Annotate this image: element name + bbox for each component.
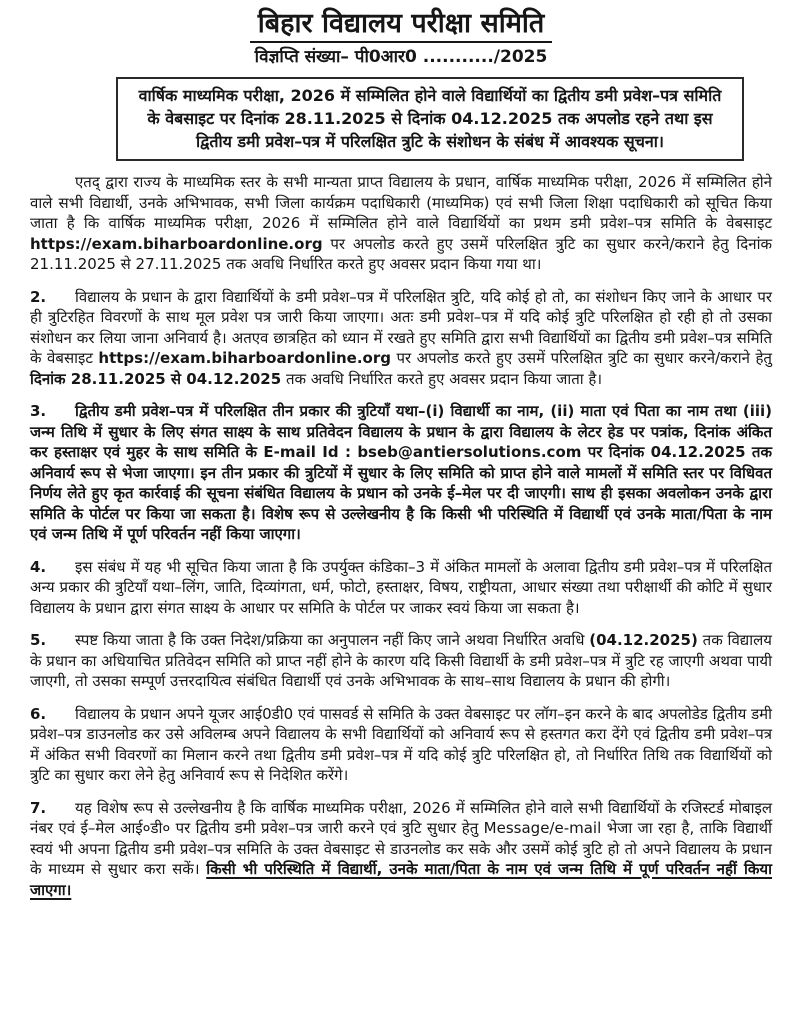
text-run: तक विद्यालय के प्रधान का अधियाचित प्रतिवेदन समिति को प्राप्त नहीं होने के कारण यदि किसी विद्यार्थी के डमी प्रवेश–पत्र में त्रुटि रह जाएगी अथवा पायी जाएगी, तो उसका सम्पूर्ण उत्तरदायित्व संबंधित विद्यार्थी एवं उनके अभिभावक के साथ–साथ विद्यालय के प्रधान की होगी।	[30, 631, 772, 691]
text-run: विद्यालय के प्रधान के द्वारा विद्यार्थियों के डमी प्रवेश–पत्र में परिलक्षित त्रुटि, यदि कोई हो तो, का संशोधन किए जाने के आधार पर ही त्रुटिरहित विवरणों के साथ मूल प्रवेश पत्र जारी किया जाएगा। अतः डमी प्रवेश–पत्र में यदि कोई त्रुटि परिलक्षित हो रही हो तो उसका संशोधन कर लिया जाना अनिवार्य है। अतएव छात्रहित को ध्यान में रखते हुए समिति द्वारा सभी विद्यार्थियों का द्वितीय डमी प्रवेश–पत्र समिति के वेबसाइट	[30, 287, 772, 368]
deadline-date: (04.12.2025)	[589, 631, 698, 650]
paragraph-2	[30, 287, 772, 390]
paragraph-text	[30, 631, 772, 690]
paragraph-text	[30, 799, 772, 899]
text-run: यह विशेष रूप से उल्लेखनीय है कि वार्षिक माध्यमिक परीक्षा, 2026 में सम्मिलित होने वाले सभी विद्यार्थियों के रजिस्टर्ड मोबाइल नंबर एवं ई–मेल आई०डी० पर द्वितीय डमी प्रवेश–पत्र जारी करने एवं त्रुटि सुधार हेतु Message/e-mail भेजा जा रहा है, ताकि विद्यार्थी स्वयं भी अपना द्वितीय डमी प्रवेश–पत्र समिति के उक्त वेबसाइट से डाउनलोड कर सके और उसमें कोई त्रुटि हो तो अपने विद्यालय के प्रधान के माध्यम से सुधार करा सकें।	[30, 798, 772, 879]
text-run: स्पष्ट किया जाता है कि उक्त निदेश/प्रक्रिया का अनुपालन नहीं किए जाने अथवा निर्धारित अवधि	[75, 631, 590, 650]
correction-date-range: दिनांक 28.11.2025 से 04.12.2025	[30, 369, 282, 388]
paragraph-3	[30, 401, 772, 545]
text-run: पर दिनांक 04.12.2025 तक अनिवार्य रूप से भेजा जाएगा। इन तीन प्रकार की त्रुटियों में सुधार के लिए समिति को प्राप्त होने वाले मामलों में समिति स्तर पर विधिवत निर्णय लेते हुए कृत कार्रवाई की सूचना संबंधित विद्यालय के प्रधान को उनके ई–मेल पर दी जाएगी। साथ ही इसका अवलोकन उनके द्वारा समिति के पोर्टल पर किया जा सकता है। विशेष रूप से उल्लेखनीय है कि किसी भी परिस्थिति में विद्यार्थी एवं उनके माता/पिता के नाम एवं जन्म तिथि में पूर्ण परिवर्तन नहीं किया जाएगा।	[30, 443, 772, 544]
paragraph-number: 4.	[30, 557, 47, 576]
email-address: bseb@antiersolutions.com	[357, 443, 582, 462]
text-run: तक अवधि निर्धारित करते हुए अवसर प्रदान किया जाता है।	[281, 369, 603, 388]
notice-number: विज्ञप्ति संख्या– पी0आर0 .........../2025	[254, 47, 548, 68]
paragraph-number: 2.	[30, 287, 47, 306]
paragraph-4	[30, 557, 772, 619]
paragraph-6	[30, 704, 772, 786]
website-url: https://exam.biharboardonline.org	[98, 349, 391, 368]
text-run: द्वितीय डमी प्रवेश–पत्र में परिलक्षित तीन प्रकार की त्रुटियाँ यथा–(i) विद्यार्थी का नाम, (ii) माता एवं पिता का नाम तथा (iii) जन्म तिथि में सुधार के लिए संगत साक्ष्य के साथ प्रतिवेदन विद्यालय के प्रधान के द्वारा विद्यालय के लेटर हेड पर पत्रांक, दिनांक अंकित कर हस्ताक्षर एवं मुहर के साथ समिति के E-mail Id :	[30, 402, 772, 462]
text-run: इस संबंध में यह भी सूचित किया जाता है कि उपर्युक्त कंडिका–3 में अंकित मामलों के अलावा द्वितीय डमी प्रवेश–पत्र में परिलक्षित अन्य प्रकार की त्रुटियाँ यथा–लिंग, जाति, दिव्यांगता, धर्म, फोटो, हस्ताक्षर, विषय, राष्ट्रीयता, आधार संख्या तथा परीक्षार्थी की कोटि में सुधार विद्यालय के प्रधान द्वारा संगत साक्ष्य के आधार पर समिति के पोर्टल पर जाकर स्वयं किया जा सकता है।	[30, 557, 772, 617]
boxed-notice-text: वार्षिक माध्यमिक परीक्षा, 2026 में सम्मिलित होने वाले विद्यार्थियों का द्वितीय डमी प्रवेश–पत्र समिति के वेबसाइट पर दिनांक 28.11.2025 से दिनांक 04.12.2025 तक अपलोड रहने तथा इस द्वितीय डमी प्रवेश–पत्र में परिलक्षित त्रुटि के संशोधन के संबंध में आवश्यक सूचना।	[138, 86, 722, 152]
boxed-notice	[116, 77, 744, 161]
paragraph-intro	[30, 172, 772, 275]
paragraph-number: 7.	[30, 798, 47, 817]
paragraph-number: 6.	[30, 704, 47, 723]
text-run: पर अपलोड करते हुए उसमें परिलक्षित त्रुटि का सुधार करने/कराने हेतु	[390, 349, 772, 368]
paragraph-number: 3.	[30, 402, 47, 421]
paragraph-text	[30, 402, 772, 543]
website-url: https://exam.biharboardonline.org	[30, 234, 323, 253]
text-run: एतद् द्वारा राज्य के माध्यमिक स्तर के सभी मान्यता प्राप्त विद्यालय के प्रधान, वार्षिक माध्यमिक परीक्षा, 2026 में सम्मिलित होने वाले सभी विद्यार्थी, उनके अभिभावक, सभी जिला कार्यक्रम पदाधिकारी (माध्यमिक) एवं सभी जिला शिक्षा पदाधिकारी को सूचित किया जाता है कि वार्षिक माध्यमिक परीक्षा, 2026 में सम्मिलित होने वाले विद्यार्थियों का प्रथम डमी प्रवेश–पत्र समिति के वेबसाइट	[30, 173, 772, 233]
paragraph-5	[30, 630, 772, 692]
page-title: बिहार विद्यालय परीक्षा समिति	[250, 8, 552, 43]
paragraph-text	[30, 705, 772, 785]
final-warning-statement: किसी भी परिस्थिति में विद्यार्थी, उनके माता/पिता के नाम एवं जन्म तिथि में पूर्ण परिवर्तन नहीं किया जाएगा।	[30, 860, 772, 899]
text-run: पर अपलोड करते हुए उसमें परिलक्षित त्रुटि का सुधार करने/कराने हेतु दिनांक 21.11.2025 से 27.11.2025 तक अवधि निर्धारित करते हुए अवसर प्रदान किया गया था।	[30, 234, 772, 274]
paragraph-7	[30, 798, 772, 901]
document-header	[30, 8, 772, 43]
paragraph-number: 5.	[30, 631, 47, 650]
text-run: विद्यालय के प्रधान अपने यूजर आई0डी0 एवं पासवर्ड से समिति के उक्त वेबसाइट पर लॉग–इन करने के बाद अपलोडेड द्वितीय डमी प्रवेश–पत्र डाउनलोड कर उसे अविलम्ब अपने विद्यालय के सभी विद्यार्थियों को अनिवार्य रूप से हस्तगत करा देंगे एवं द्वितीय डमी प्रवेश–पत्र में अंकित सभी विवरणों का मिलान करने तथा द्वितीय डमी प्रवेश–पत्र में यदि कोई त्रुटि परिलक्षित हो, तो निर्धारित तिथि तक विद्यार्थियों को त्रुटि का सुधार करा लेने हेतु अनिवार्य रूप से निदेशित करेंगे।	[30, 704, 772, 785]
paragraph-text	[30, 558, 772, 617]
paragraph-text	[30, 288, 772, 388]
